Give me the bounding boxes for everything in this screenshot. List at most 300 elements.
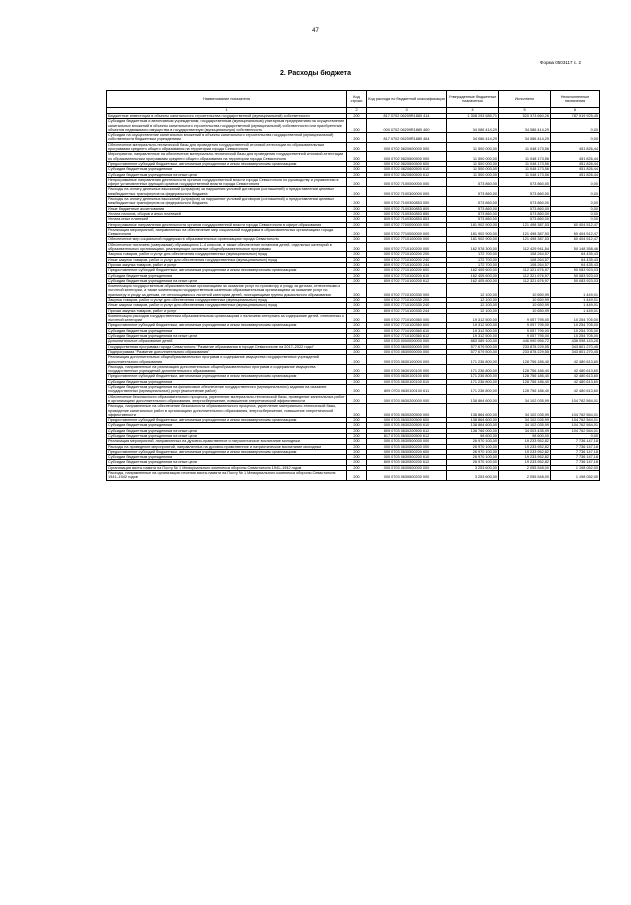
row-unexecuted: 50 083 923,03 (551, 273, 600, 278)
row-classification-code: 000 0702 7700000000 000 (367, 222, 447, 227)
row-name: Государственная программа города Севастополя "Развитие образования в городе Севастополе на 2017–2022 годы" (107, 344, 347, 349)
row-unexecuted: 451 826,44 (551, 172, 600, 177)
row-name: Расходы, направленные на обеспечение безопасности образовательного процесса, укрепление материально-технической базы, проведение капитальных работ в организациях дополнительного образования, энергосбережение, повышение энергетической эффективности (107, 404, 347, 418)
row-line-code: 200 (347, 303, 367, 308)
row-executed: 34 102 035,99 (499, 418, 551, 423)
row-name: Расходы на оплату денежных взысканий (штрафов) за нарушение условий договоров (соглашений) о предоставлении целевых межбюджетных трансфертов из федерального бюджета (107, 197, 347, 207)
row-classification-code: 000 0702 7710100200 000 (367, 242, 447, 252)
row-line-code: 200 (347, 211, 367, 216)
row-classification-code: 809 0703 0630500200 612 (367, 460, 447, 465)
row-executed: 11 048 173,56 (499, 161, 551, 166)
table-row (107, 404, 600, 418)
row-executed: 108 264,57 (499, 262, 551, 267)
row-executed: 108 264,57 (499, 257, 551, 262)
row-unexecuted: 0,00 (551, 187, 600, 197)
row-line-code: 200 (347, 187, 367, 197)
row-approved: 171 236 800,00 (447, 385, 499, 395)
row-line-code: 200 (347, 197, 367, 207)
row-line-code: 200 (347, 323, 367, 328)
row-executed: 520 373 660,26 (499, 114, 551, 119)
table-row (107, 394, 600, 404)
table-row (107, 355, 600, 365)
row-executed: 233 878 229,55 (499, 344, 551, 349)
row-approved: 138 864 600,00 (447, 423, 499, 428)
table-row (107, 428, 600, 433)
row-classification-code: 000 0702 06209R1880 460 (367, 119, 447, 133)
header-line-code: Код строки (347, 91, 367, 108)
row-line-code: 200 (347, 349, 367, 354)
row-name: Прочая закупка товаров, работ и услуг (107, 262, 347, 267)
row-classification-code: 000 0702 7710100360 610 (367, 328, 447, 333)
table-row (107, 222, 600, 227)
row-name: Субсидии бюджетным учреждениям (107, 273, 347, 278)
row-name: Обеспечение безопасности образовательного процесса, укрепление материально-технической базы, проведение капитальных работ в организациях дополнительного образования, энергосбережение, повышение энергетической эффективности (108, 394, 345, 403)
row-approved: 3 253 600,00 (447, 471, 499, 481)
row-executed: 573 860,00 (499, 217, 551, 222)
column-number: 3 (367, 108, 447, 114)
row-name: Закупка товаров, работ и услуг для обеспечения государственных (муниципальных) нужд (107, 297, 347, 302)
row-classification-code: 000 0702 7710100360 600 (367, 323, 447, 328)
row-unexecuted: 0,00 (551, 434, 600, 439)
row-unexecuted: 343 801 270,45 (551, 344, 600, 349)
row-line-code: 200 (347, 355, 367, 365)
row-executed: 112 321 676,97 (499, 268, 551, 273)
row-approved: 11 500 000,00 (447, 161, 499, 166)
row-approved: 573 860,00 (447, 187, 499, 197)
row-executed: 573 860,00 (499, 177, 551, 187)
row-line-code: 200 (347, 471, 367, 481)
row-executed: 19 233 952,82 (499, 449, 551, 454)
row-executed: 121 498 387,53 (499, 227, 551, 237)
row-executed: 128 756 186,40 (499, 374, 551, 379)
row-executed: 112 429 941,54 (499, 242, 551, 252)
table-row (107, 439, 600, 444)
row-line-code: 200 (347, 172, 367, 177)
row-line-code: 200 (347, 418, 367, 423)
table-row (107, 444, 600, 449)
row-executed: 19 233 952,82 (499, 444, 551, 449)
row-executed: 10 650,99 (499, 297, 551, 302)
row-executed: 19 233 952,82 (499, 439, 551, 444)
row-classification-code: 000 0702 7710100330 000 (367, 284, 447, 298)
row-executed: 11 048 173,56 (499, 172, 551, 177)
table-row (107, 374, 600, 379)
row-approved: 34 086 414,29 (447, 133, 499, 143)
row-classification-code: 000 0703 0630600000 000 (367, 465, 447, 470)
row-executed: 108 264,57 (499, 252, 551, 257)
row-classification-code: 000 0702 0620600500 000 (367, 152, 447, 162)
table-row (107, 133, 600, 143)
row-classification-code: 000 0702 7100300853 000 (367, 197, 447, 207)
row-name: Субсидии бюджетным учреждениям на иные цели (107, 334, 347, 339)
row-approved: 171 236 800,00 (447, 379, 499, 384)
row-unexecuted: 1 449,01 (551, 297, 600, 302)
row-approved: 162 405 600,00 (447, 273, 499, 278)
row-executed: 121 498 387,53 (499, 237, 551, 242)
row-classification-code: 000 0702 7710100000 000 (367, 237, 447, 242)
row-unexecuted: 436 098 143,28 (551, 339, 600, 344)
row-executed: 19 233 952,82 (499, 455, 551, 460)
row-unexecuted: 42 480 613,60 (551, 385, 600, 395)
row-unexecuted: 60 404 512,47 (551, 237, 600, 242)
row-approved: 98 600,00 (447, 434, 499, 439)
row-executed: 34 086 414,29 (499, 119, 551, 133)
row-classification-code: 809 0702 7710100330 244 (367, 308, 447, 313)
row-name: Предоставление субсидий бюджетным, автономным учреждениям и иным некоммерческим организациям (107, 268, 347, 273)
row-name: Реализация дополнительных общеобразовательных программ и содержание имущества государственных учреждений дополнительного образования (107, 355, 347, 365)
row-unexecuted: 104 762 564,01 (551, 423, 600, 428)
row-line-code: 200 (347, 268, 367, 273)
row-classification-code: 000 0702 7710100200 200 (367, 252, 447, 257)
page-title: 2. Расходы бюджета (280, 70, 351, 77)
row-unexecuted: 451 826,44 (551, 152, 600, 162)
row-name: Субсидии бюджетным учреждениям (107, 167, 347, 172)
row-classification-code: 000 0702 7100300000 000 (367, 187, 447, 197)
row-executed: 11 048 173,56 (499, 167, 551, 172)
row-executed: 34 086 414,29 (499, 133, 551, 143)
row-unexecuted: 104 762 564,01 (551, 428, 600, 433)
table-row (107, 172, 600, 177)
row-classification-code: 000 0703 0630100100 000 (367, 364, 447, 374)
row-approved: 883 089 100,00 (447, 339, 499, 344)
row-executed: 9 057 795,00 (499, 313, 551, 323)
row-name: Компенсация государственным образовательным организациям за оказание услуг по присмотру и уходу за детьми, отнесенными к льготной категории, а также компенсация государственным казенным образовательным организациям за оказание услуг по присмотру и уходу за детьми, не относящимися к льготной категории детей, посещающими группы дошкольного образования (107, 284, 347, 298)
row-executed: 573 860,00 (499, 197, 551, 207)
row-line-code: 200 (347, 385, 367, 395)
row-classification-code: 000 0702 0620600500 610 (367, 167, 447, 172)
row-line-code: 200 (347, 449, 367, 454)
row-classification-code: 000 0703 0630500200 000 (367, 444, 447, 449)
row-line-code: 200 (347, 119, 367, 133)
row-line-code: 200 (347, 334, 367, 339)
table-row (107, 177, 600, 187)
row-line-code: 200 (347, 313, 367, 323)
row-name: Прочая закупка товаров, работ и услуг (107, 308, 347, 313)
row-executed: 9 057 795,00 (499, 334, 551, 339)
table-body (107, 114, 600, 481)
row-unexecuted: 10 254 705,00 (551, 323, 600, 328)
row-approved: 573 860,00 (447, 217, 499, 222)
row-classification-code: 809 0702 7710100200 612 (367, 278, 447, 283)
row-name: Субсидии бюджетным учреждениям (107, 379, 347, 384)
row-line-code: 200 (347, 297, 367, 302)
row-executed: 10 650,99 (499, 284, 551, 298)
row-unexecuted: 42 480 613,60 (551, 364, 600, 374)
row-unexecuted: 1 449,01 (551, 303, 600, 308)
row-executed: 9 057 795,00 (499, 328, 551, 333)
column-number: 4 (447, 108, 499, 114)
row-approved: 577 679 500,00 (447, 349, 499, 354)
row-approved: 19 312 500,00 (447, 313, 499, 323)
row-unexecuted: 0,00 (551, 119, 600, 133)
row-unexecuted: 50 083 923,03 (551, 268, 600, 273)
row-executed: 121 498 387,53 (499, 222, 551, 227)
row-approved: 26 970 100,00 (447, 444, 499, 449)
row-name: Субсидии бюджетным учреждениям (107, 455, 347, 460)
row-name: Предоставление субсидий бюджетным, автономным учреждениям и иным некоммерческим организациям (107, 323, 347, 328)
row-classification-code: 000 0703 0630100100 600 (367, 374, 447, 379)
row-approved: 26 970 100,00 (447, 439, 499, 444)
row-name: Расходы на проведение мероприятий, направленных на духовно-нравственное и патриотическое воспитание молодежи (107, 444, 347, 449)
row-approved: 12 100,00 (447, 308, 499, 313)
row-unexecuted: 42 480 613,60 (551, 379, 600, 384)
row-approved: 11 500 000,00 (447, 172, 499, 177)
table-row (107, 344, 600, 349)
row-approved: 26 970 100,00 (447, 455, 499, 460)
row-classification-code: 000 0703 0630200500 000 (367, 404, 447, 418)
row-classification-code: 000 0702 7100300853 850 (367, 211, 447, 216)
row-approved: 172 700,00 (447, 252, 499, 257)
row-approved: 171 236 800,00 (447, 364, 499, 374)
table-row (107, 460, 600, 465)
row-approved: 181 902 900,00 (447, 222, 499, 227)
row-approved: 12 100,00 (447, 284, 499, 298)
row-unexecuted: 343 801 270,45 (551, 349, 600, 354)
row-approved: 26 970 100,00 (447, 460, 499, 465)
row-unexecuted: 0,00 (551, 177, 600, 187)
row-line-code: 200 (347, 242, 367, 252)
row-line-code: 200 (347, 152, 367, 162)
row-name: Субсидии бюджетным и автономным учреждениям, государственным (муниципальным) унитарным предприятиям на осуществление капитальных вложений в объекты капитального строительства государственной (муниципальной) собственности или приобретение объектов недвижимого имущества в государственную (муниципальную) собственность (107, 119, 347, 133)
row-line-code: 200 (347, 273, 367, 278)
row-executed: 573 860,00 (499, 206, 551, 211)
table-row (107, 449, 600, 454)
row-executed: 34 102 035,99 (499, 404, 551, 418)
row-line-code: 200 (347, 460, 367, 465)
row-name: Мероприятия, направленные на обеспечение материально-технической базы для проведения государственной итоговой аттестации по образовательным программам среднего общего образования на территории города Севастополя (107, 152, 347, 162)
row-classification-code: 000 0703 0600000000 000 (367, 344, 447, 349)
row-unexecuted: 1 449,01 (551, 308, 600, 313)
row-approved: 138 766 000,00 (447, 428, 499, 433)
row-unexecuted: 451 826,44 (551, 142, 600, 152)
row-name: Субсидии бюджетным учреждениям на иные цели (107, 428, 347, 433)
row-line-code: 200 (347, 404, 367, 418)
row-line-code: 200 (347, 364, 367, 374)
row-name: Реализация мероприятий, направленных на духовно-нравственное и патриотическое воспитание молодежи (107, 439, 347, 444)
row-unexecuted: 10 254 705,00 (551, 328, 600, 333)
row-line-code: 200 (347, 423, 367, 428)
row-executed: 2 055 548,00 (499, 471, 551, 481)
form-code: Форма 0503117 с. 2 (540, 60, 581, 65)
row-classification-code: 809 0702 0620600500 612 (367, 172, 447, 177)
row-classification-code: 000 0703 0000000000 000 (367, 339, 447, 344)
table-row (107, 278, 600, 283)
row-line-code: 200 (347, 465, 367, 470)
row-unexecuted: 10 254 705,00 (551, 334, 600, 339)
row-line-code: 200 (347, 455, 367, 460)
column-number: 5 (499, 108, 551, 114)
row-line-code: 200 (347, 444, 367, 449)
row-unexecuted: 64 435,43 (551, 262, 600, 267)
row-classification-code: 817 0702 06209R1880 414 (367, 114, 447, 119)
row-approved: 138 864 600,00 (447, 404, 499, 418)
row-classification-code: 817 0702 06209R1880 464 (367, 133, 447, 143)
row-name: Бюджетные инвестиции в объекты капитального строительства государственной (муниципальной) собственности (107, 114, 347, 119)
row-classification-code: 000 0703 0630200000 000 (367, 394, 447, 404)
row-unexecuted: 7 736 147,18 (551, 449, 600, 454)
row-name: Уплата налогов, сборов и иных платежей (107, 211, 347, 216)
row-name: Дополнительное образование детей (107, 339, 347, 344)
header-unexecuted: Неисполненные назначения (551, 91, 600, 108)
row-line-code: 200 (347, 374, 367, 379)
row-approved: 26 970 100,00 (447, 449, 499, 454)
row-name: Предоставление субсидий бюджетным, автономным учреждениям и иным некоммерческим организациям (107, 374, 347, 379)
row-executed: 128 756 186,40 (499, 364, 551, 374)
row-line-code: 200 (347, 167, 367, 172)
row-name: Иные закупки товаров, работ и услуг для обеспечения государственных (муниципальных) нужд (107, 303, 347, 308)
row-unexecuted: 42 480 613,60 (551, 355, 600, 365)
table-row (107, 284, 600, 298)
table-row (107, 187, 600, 197)
expenses-table (106, 90, 600, 481)
row-name: Обеспечение материально-технической базы для проведения государственной итоговой аттестации по образовательным программам среднего общего образования на территории города Севастополя (107, 142, 347, 152)
row-name: Субсидии бюджетным учреждениям на иные цели (107, 434, 347, 439)
row-line-code: 200 (347, 262, 367, 267)
row-executed: 11 048 173,56 (499, 152, 551, 162)
row-approved: 34 086 414,29 (447, 119, 499, 133)
row-unexecuted: 0,00 (551, 206, 600, 211)
row-classification-code: 000 0702 7100000000 000 (367, 177, 447, 187)
row-unexecuted: 0,00 (551, 197, 600, 207)
row-executed: 128 756 186,40 (499, 385, 551, 395)
row-line-code: 200 (347, 217, 367, 222)
row-executed: 233 878 229,55 (499, 349, 551, 354)
row-classification-code: 000 0703 0630500200 610 (367, 455, 447, 460)
row-name: Предоставление субсидий бюджетным, автономным учреждениям и иным некоммерческим организациям (107, 418, 347, 423)
row-classification-code: 000 0703 0630100100 610 (367, 379, 447, 384)
row-line-code: 200 (347, 161, 367, 166)
row-line-code: 200 (347, 177, 367, 187)
row-approved: 11 500 000,00 (447, 167, 499, 172)
row-classification-code: 809 0703 0630100100 611 (367, 385, 447, 395)
table-row (107, 349, 600, 354)
row-executed: 34 102 035,99 (499, 423, 551, 428)
table-row (107, 119, 600, 133)
row-name: Непрограммные направления деятельности органов государственной власти города Севастополя в сфере образования (107, 222, 347, 227)
row-name: Субсидии бюджетным учреждениям (107, 328, 347, 333)
row-approved: 19 312 500,00 (447, 328, 499, 333)
row-line-code: 200 (347, 379, 367, 384)
row-classification-code: 000 0702 7710100200 600 (367, 268, 447, 273)
header-classification-code: Код расхода по бюджетной классификации (367, 91, 447, 108)
row-executed: 2 055 548,00 (499, 465, 551, 470)
column-number: 1 (107, 108, 347, 114)
row-unexecuted: 7 736 147,18 (551, 460, 600, 465)
table-row (107, 237, 600, 242)
row-unexecuted: 451 826,44 (551, 167, 600, 172)
row-line-code: 200 (347, 227, 367, 237)
row-name: Уплата иных платежей (107, 217, 347, 222)
row-approved: 181 902 900,00 (447, 227, 499, 237)
table-row (107, 242, 600, 252)
row-classification-code: 809 0702 7710100360 612 (367, 334, 447, 339)
row-executed: 34 102 035,99 (499, 394, 551, 404)
row-approved: 12 100,00 (447, 303, 499, 308)
row-line-code: 200 (347, 394, 367, 404)
row-approved: 171 236 800,00 (447, 374, 499, 379)
row-classification-code: 817 0703 0630200500 612 (367, 434, 447, 439)
row-unexecuted: 1 198 052,00 (551, 465, 600, 470)
row-executed: 10 650,99 (499, 308, 551, 313)
row-executed: 34 003 435,99 (499, 428, 551, 433)
row-unexecuted: 64 435,43 (551, 252, 600, 257)
row-line-code: 200 (347, 114, 367, 119)
table-row (107, 268, 600, 273)
row-name: Подпрограмма "Развитие дополнительного образования" (107, 349, 347, 354)
row-unexecuted: 1 198 052,00 (551, 471, 600, 481)
row-classification-code: 809 0702 7100300853 853 (367, 217, 447, 222)
row-classification-code: 000 0702 7710000000 000 (367, 227, 447, 237)
row-executed: 446 990 956,72 (499, 339, 551, 344)
table-row (107, 364, 600, 374)
row-name: Расходы, направленные на организацию несения вахты памяти на Посту № 1 Мемориального комплекса обороны Севастополя 1941–1942 годов (107, 471, 347, 481)
row-approved: 12 100,00 (447, 297, 499, 302)
row-classification-code: 809 0703 0630200500 612 (367, 428, 447, 433)
row-approved: 19 312 500,00 (447, 334, 499, 339)
table-row (107, 385, 600, 395)
row-line-code: 200 (347, 222, 367, 227)
row-unexecuted: 104 762 564,01 (551, 394, 600, 404)
row-line-code: 200 (347, 328, 367, 333)
table-row (107, 313, 600, 323)
row-name: Субсидии на осуществление капитальных вложений в объекты капитального строительства государственной (муниципальной) собственности бюджетным учреждениям (107, 133, 347, 143)
row-executed: 112 321 676,97 (499, 278, 551, 283)
row-unexecuted: 7 736 147,18 (551, 444, 600, 449)
row-unexecuted: 0,00 (551, 217, 600, 222)
row-name: Иные закупки товаров, работ и услуг для обеспечения государственных (муниципальных) нужд (107, 257, 347, 262)
row-classification-code: 000 0703 0630200500 600 (367, 418, 447, 423)
row-unexecuted: 60 404 512,47 (551, 227, 600, 237)
row-approved: 162 405 600,00 (447, 278, 499, 283)
row-unexecuted: 60 404 512,47 (551, 222, 600, 227)
row-executed: 19 233 952,82 (499, 460, 551, 465)
row-executed: 573 860,00 (499, 211, 551, 216)
header-row (107, 91, 600, 108)
row-line-code: 200 (347, 252, 367, 257)
row-name: Субсидии бюджетным учреждениям на иные цели (107, 278, 347, 283)
row-executed: 98 600,00 (499, 434, 551, 439)
row-unexecuted: 50 148 358,46 (551, 242, 600, 252)
row-line-code: 200 (347, 278, 367, 283)
row-approved: 573 860,00 (447, 177, 499, 187)
table-row (107, 152, 600, 162)
row-executed: 11 048 173,56 (499, 142, 551, 152)
row-unexecuted: 0,00 (551, 211, 600, 216)
row-name: Закупка товаров, работ и услуг для обеспечения государственных (муниципальных) нужд (107, 252, 347, 257)
row-unexecuted: 50 083 923,03 (551, 278, 600, 283)
row-approved: 573 860,00 (447, 206, 499, 211)
row-executed: 9 057 795,00 (499, 323, 551, 328)
row-classification-code: 000 0703 0630000000 000 (367, 349, 447, 354)
row-classification-code: 000 0703 0630600200 000 (367, 471, 447, 481)
row-name: Непрограммные направления деятельности органов государственной власти города Севастополя по руководству и управлению в сфере установленных функций органов государственной власти города Севастополя (107, 177, 347, 187)
row-unexecuted: 1 449,01 (551, 284, 600, 298)
page-number: 47 (312, 28, 319, 34)
row-name: Предоставление субсидий бюджетным, автономным учреждениям и иным некоммерческим организациям (107, 161, 347, 166)
row-classification-code: 000 0703 0630500000 000 (367, 439, 447, 444)
row-line-code: 200 (347, 439, 367, 444)
header-approved: Утвержденные бюджетные назначения (447, 91, 499, 108)
row-name: Субсидии бюджетным учреждениям на иные цели (107, 172, 347, 177)
row-line-code: 200 (347, 257, 367, 262)
column-number: 6 (551, 108, 600, 114)
row-name: Реализация мероприятий, направленных на обеспечение мер социальной поддержки в образовательных организациях города Севастополя (107, 227, 347, 237)
row-line-code: 200 (347, 434, 367, 439)
row-unexecuted: 42 480 613,60 (551, 374, 600, 379)
row-classification-code: 000 0703 0630500200 600 (367, 449, 447, 454)
table-row (107, 227, 600, 237)
row-executed: 128 756 186,40 (499, 355, 551, 365)
